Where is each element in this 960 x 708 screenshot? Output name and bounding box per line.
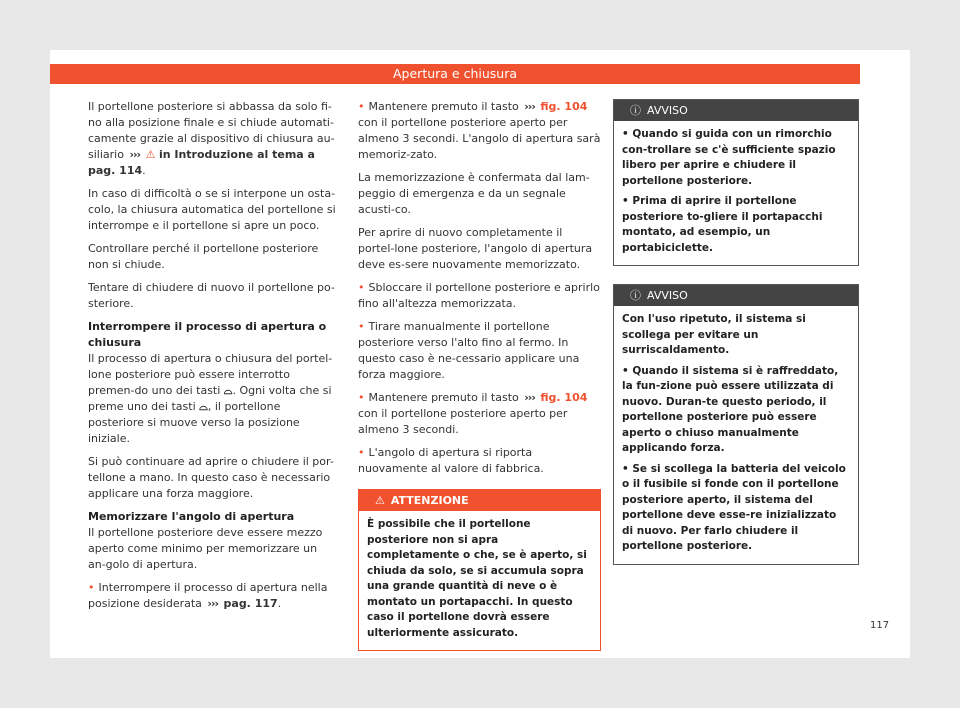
bullet-item: • Quando il sistema si è raffreddato, la fun-zione può essere utilizzata di nuovo. Duran-te questo periodo, il portellone posteriore può essere aperto o chiuso manualmente applicando forza. — [622, 364, 839, 454]
info-icon: ⓘ — [630, 104, 641, 117]
arrow-icon: ››› — [524, 391, 535, 404]
warning-box-body: È possibile che il portellone posteriore non si apra completamente o che, se è aperto, si chiuda da solo, se si accumula sopra una grande quantità di neve o è montato un portapacchi. In questo caso il portellone dovrà essere ulteriormente assicurato. — [367, 518, 587, 639]
paragraph: Per aprire di nuovo completamente il portel-lone posteriore, l'angolo di apertura deve es-sere nuovamente memorizzato. — [358, 226, 593, 271]
note-box-header: ⓘ AVVISO — [614, 100, 858, 121]
paragraph: Il portellone posteriore si abbassa da solo fi-no alla posizione finale e si chiude automati-camente grazie al dispositivo di chiusura au-siliario ››› ⚠ in Introduzione al tema a pag. 114. — [88, 100, 335, 177]
page-link[interactable]: pag. 117 — [223, 597, 278, 610]
bullet-item: • Mantenere premuto il tasto ››› fig. 104 con il portellone posteriore aperto per almeno 3 secondi. L'angolo di apertura sarà memoriz-zato. — [358, 99, 601, 163]
bullet-item: • Quando si guida con un rimorchio con-trollare se c'è sufficiente spazio libero per aprire e chiudere il portellone posteriore. — [622, 128, 836, 187]
column-2 — [358, 99, 601, 651]
note-box-body — [614, 121, 858, 265]
note-box-body: Con l'uso ripetuto, il sistema si scollega per evitare un surriscaldamento. • Quando il sistema si è raffreddato, la fun-zione può essere utilizzata di nuovo. Duran-te questo periodo, il portellone posteriore può essere aperto o chiuso manualmente applicando forza. • Se si scollega la batteria del veicolo o il fusibile si fonde con il portellone posteriore aperto, il sistema del portellone deve esse-re inizializzato di nuovo. Per farlo chiudere il portellone posteriore. — [614, 306, 858, 564]
note-box-header: ⓘ AVVISO — [614, 285, 858, 306]
paragraph: Si può continuare ad aprire o chiudere il por-tellone a mano. In questo caso è necessario applicare una forza maggiore. — [88, 455, 334, 500]
figure-link[interactable]: fig. 104 — [540, 391, 588, 404]
arrow-icon: ››› — [129, 148, 141, 161]
column-3 — [613, 99, 859, 583]
paragraph: Controllare perché il portellone posteriore non si chiude. — [88, 242, 319, 271]
section-header: Apertura e chiusura — [50, 64, 860, 84]
section-heading: Memorizzare l'angolo di apertura — [88, 510, 295, 523]
bullet-item: • Mantenere premuto il tasto ››› fig. 104 con il portellone posteriore aperto per almeno 3 secondi. — [358, 390, 601, 438]
bullet-item: • Se si scollega la batteria del veicolo o il fusibile si fonde con il portellone posteriore aperto, il sistema del portellone deve esse-re inizializzato di nuovo. Per farlo chiudere il portellone posteriore. — [622, 462, 846, 552]
note-box — [613, 99, 859, 266]
paragraph: La memorizzazione è confermata dal lam-peggio di emergenza e da un segnale acusti-co. — [358, 171, 590, 216]
warning-icon: ⚠ — [375, 494, 385, 507]
page-link[interactable]: in Introduzione al tema a pag. 114 — [88, 148, 315, 177]
section-heading: Interrompere il processo di apertura o chiusura — [88, 320, 327, 349]
paragraph: Il processo di apertura o chiusura del portel-lone posteriore può essere interrotto premen-do uno dei tasti ⌓. Ogni volta che si preme uno dei tasti ⌓, il portellone posteriore si muove verso la posizione iniziale. — [88, 352, 333, 445]
bullet-item: • Interrompere il processo di apertura nella posizione desiderata ››› pag. 117. — [88, 580, 338, 612]
note-box — [613, 284, 859, 565]
paragraph: Tentare di chiudere di nuovo il portellone po-steriore. — [88, 281, 335, 310]
arrow-icon: ››› — [524, 100, 535, 113]
figure-link[interactable]: fig. 104 — [540, 100, 588, 113]
warning-box — [358, 489, 601, 651]
info-icon: ⓘ — [630, 289, 641, 302]
paragraph: Il portellone posteriore deve essere mezzo aperto come minimo per memorizzare un an-golo di apertura. — [88, 526, 323, 571]
tailgate-key-icon: ⌓ — [199, 400, 208, 413]
warning-icon: ⚠ — [145, 148, 156, 161]
column-1 — [88, 99, 338, 619]
tailgate-key-icon: ⌓ — [223, 384, 233, 397]
paragraph: In caso di difficoltà o se si interpone un osta-colo, la chiusura automatica del portellone si interrompe e il portellone si apre un poco. — [88, 187, 336, 232]
bullet-item: • L'angolo di apertura si riporta nuovamente al valore di fabbrica. — [358, 445, 601, 477]
warning-box-header: ⚠ ATTENZIONE — [359, 490, 600, 511]
arrow-icon: ››› — [207, 597, 219, 610]
bullet-item: • Tirare manualmente il portellone posteriore verso l'alto fino al fermo. In questo caso è ne-cessario applicare una forza maggiore. — [358, 319, 601, 383]
bullet-item: • Sbloccare il portellone posteriore e aprirlo fino all'altezza memorizzata. — [358, 280, 601, 312]
bullet-item: • Prima di aprire il portellone posteriore to-gliere il portapacchi montato, ad esempio, un portabiciclette. — [622, 195, 823, 254]
page-number: 117 — [870, 620, 890, 631]
